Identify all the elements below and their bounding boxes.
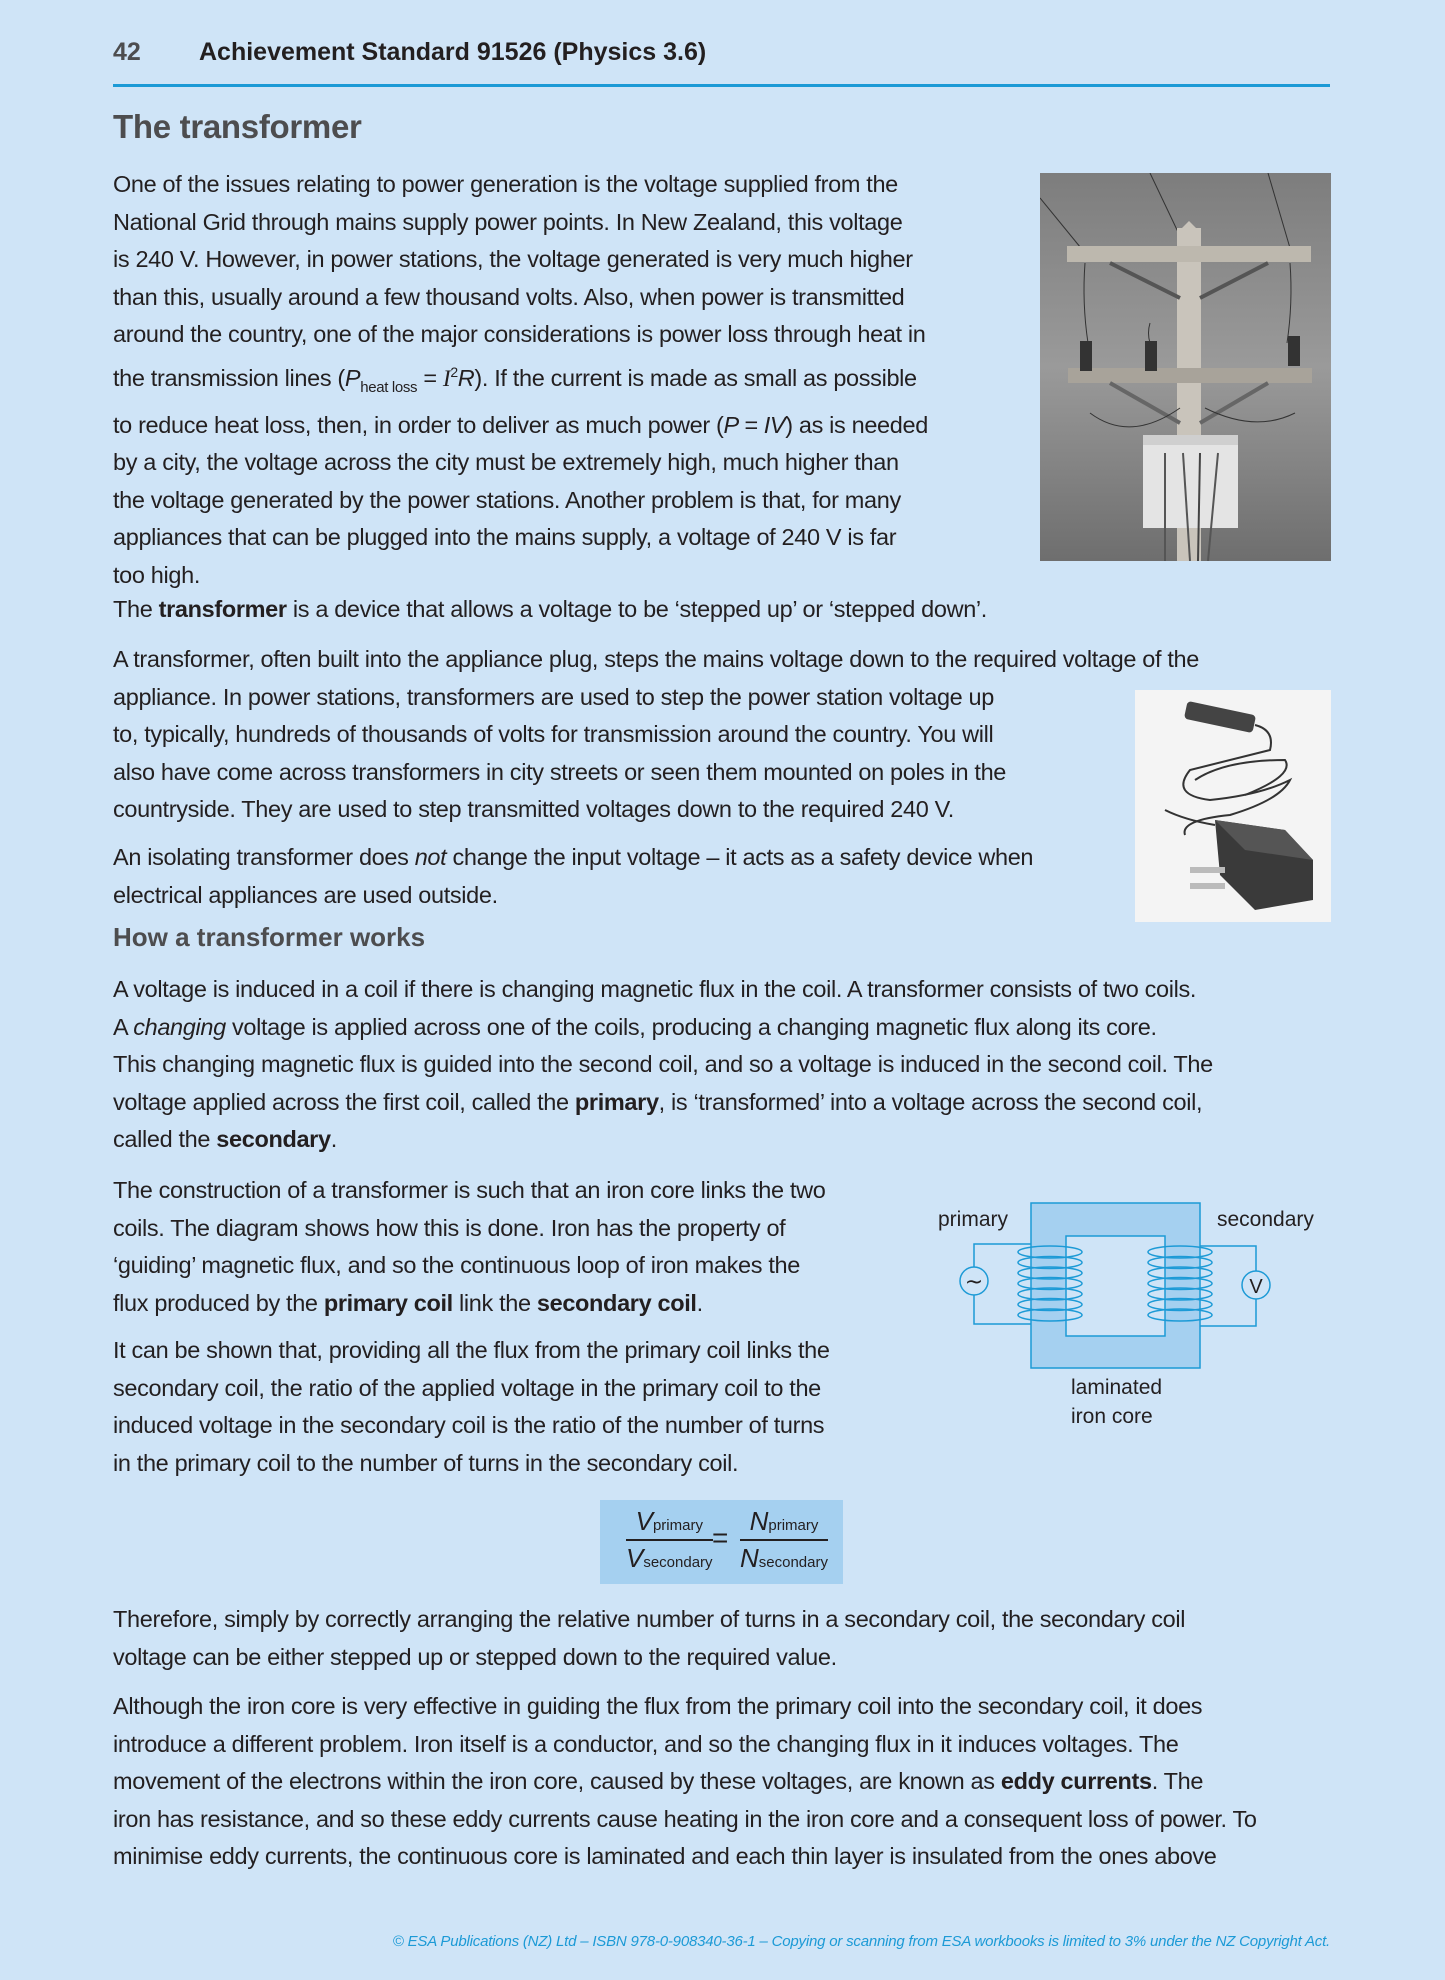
text-line [113,1121,1213,1159]
text-line: by a city, the voltage across the city must be extremely high, much higher than [113,449,899,476]
text-line: is 240 V. However, in power stations, the voltage generated is very much higher [113,246,913,273]
text-line: iron has resistance, and so these eddy currents cause heating in the iron core and a consequent loss of power. To [113,1805,1257,1832]
symbol: V [635,1506,653,1536]
subscript: heat loss [360,378,418,396]
text: to reduce heat loss, then, in order to deliver as much power ( [113,411,724,438]
denominator [626,1543,713,1574]
formula-symbol: R [457,364,475,391]
text: ). If the current is made as small as possible [474,364,917,391]
emphasis: not [414,844,447,870]
intro-paragraph [113,166,993,595]
voltmeter-symbol: V [1249,1276,1263,1298]
text-line: One of the issues relating to power generation is the voltage supplied from the [113,171,898,197]
denominator [740,1543,828,1574]
subscript: secondary [643,1554,713,1571]
transformer-diagram [930,1180,1330,1440]
transformer-circuit [930,1180,1330,1375]
works-paragraph [113,971,1213,1159]
transformer-definition [113,591,987,629]
turns-ratio-formula [600,1500,843,1584]
symbol: N [740,1543,759,1573]
text-line: in the primary coil to the number of turns in the secondary coil. [113,1449,739,1476]
therefore-paragraph [113,1601,1185,1676]
text: . [696,1289,703,1316]
formula-symbol: I [442,365,451,392]
section-title: The transformer [113,108,362,145]
key-term: primary [574,1088,659,1115]
text-line: than this, usually around a few thousand volts. Also, when power is transmitted [113,283,905,310]
fraction-bar [626,1539,713,1541]
text-line: coils. The diagram shows how this is done. Iron has the property of [113,1214,786,1241]
text-line: electrical appliances are used outside. [113,881,498,908]
text: voltage applied across the first coil, called the [113,1088,575,1115]
text: An isolating transformer does [113,844,415,870]
core-label-line2: iron core [1071,1405,1153,1428]
text-line: appliance. In power stations, transformers are used to step the power station voltage up [113,683,994,710]
text-line: too high. [113,561,201,588]
power-pole-photo [1040,173,1331,561]
emphasis: changing [133,1013,226,1040]
text-line: secondary coil, the ratio of the applied voltage in the primary coil to the [113,1374,821,1401]
voltage-fraction [626,1506,713,1574]
text-line: National Grid through mains supply power points. In New Zealand, this voltage [113,208,903,235]
key-term: secondary coil [536,1289,697,1316]
symbol: N [749,1506,769,1536]
fraction-bar [740,1539,828,1541]
ratio-paragraph [113,1332,830,1482]
text-line: induced voltage in the secondary coil is the ratio of the number of turns [113,1412,825,1439]
text-line: also have come across transformers in city streets or seen them mounted on poles in the [113,758,1007,785]
text-line: appliances that can be plugged into the mains supply, a voltage of 240 V is far [113,524,897,551]
text-line: ‘guiding’ magnetic flux, and so the continuous loop of iron makes the [113,1252,800,1279]
text-line [113,1009,1213,1047]
text: ) as is needed [785,411,928,438]
text-line: A voltage is induced in a coil if there is changing magnetic flux in the coil. A transformer consists of two coils. [113,976,1197,1002]
symbol: V [626,1543,644,1573]
text: voltage is applied across one of the coils, producing a changing magnetic flux along its core. [225,1013,1157,1040]
text-line: It can be shown that, providing all the flux from the primary coil links the [113,1337,830,1363]
turns-fraction [740,1506,828,1574]
subscript: primary [768,1517,819,1534]
text-line: minimise eddy currents, the continuous core is laminated and each thin layer is insulated from the ones above [113,1843,1217,1870]
text: link the [452,1289,537,1316]
text: called the [113,1126,217,1153]
core-label-line1: laminated [1071,1376,1163,1399]
key-term: secondary [216,1126,331,1153]
formula-symbol: P [344,364,361,391]
standard-title: Achievement Standard 91526 (Physics 3.6) [199,38,707,66]
text-line: to, typically, hundreds of thousands of volts for transmission around the country. You will [113,721,994,748]
text: movement of the electrons within the iron core, caused by these voltages, are known as [113,1768,1001,1795]
ac-source-symbol: ~ [964,1270,984,1295]
text-line: introduce a different problem. Iron itself is a conductor, and so the changing flux in it induces voltages. The [113,1730,1179,1757]
key-term: eddy currents [1000,1768,1152,1795]
page-header [113,30,1330,87]
text-line: A transformer, often built into the appliance plug, steps the mains voltage down to the required voltage of the [113,646,1199,672]
secondary-label: secondary [1217,1208,1314,1231]
text-line [113,1285,825,1323]
isolating-paragraph [113,839,1033,914]
text-line [113,1084,1213,1122]
text-line: The construction of a transformer is such that an iron core links the two [113,1177,826,1203]
text: flux produced by the [113,1289,324,1316]
text: change the input voltage – it acts as a safety device when [446,844,1034,870]
text-line: voltage can be either stepped up or stepped down to the required value. [113,1643,837,1670]
text-line: Although the iron core is very effective in guiding the flux from the primary coil into the secondary coil, it does [113,1693,1203,1719]
subscript: primary [652,1517,703,1534]
equals: = [417,364,443,391]
copyright-footer: © ESA Publications (NZ) Ltd – ISBN 978-0-908340-36-1 – Copying or scanning from ESA workbooks is limited to 3% under the NZ Copyright Act. [392,1933,1330,1950]
plug-paragraph [113,641,1199,829]
construction-paragraph [113,1172,825,1322]
text-line: This changing magnetic flux is guided into the second coil, and so a voltage is induced in the second coil. The [113,1051,1213,1078]
primary-label: primary [938,1208,1009,1231]
power-formula: P = IV [723,411,786,438]
text-line [113,407,993,445]
page-number: 42 [113,38,141,66]
equals-sign: = [712,1522,729,1553]
charger-photo [1135,690,1331,922]
text-line [113,354,993,407]
text: the transmission lines ( [113,364,345,391]
text-line: countryside. They are used to step transmitted voltages down to the required 240 V. [113,796,954,823]
text: A [113,1013,134,1040]
text: . The [1151,1768,1204,1795]
text-line: Therefore, simply by correctly arranging the relative number of turns in a secondary coil, the secondary coil [113,1606,1186,1632]
subscript: secondary [758,1554,828,1571]
text-line: the voltage generated by the power stations. Another problem is that, for many [113,486,901,513]
eddy-currents-paragraph [113,1688,1257,1876]
text-line: around the country, one of the major considerations is power loss through heat in [113,321,926,348]
subheading: How a transformer works [113,922,426,952]
numerator [626,1506,713,1537]
key-term: primary coil [323,1289,453,1316]
text-line [113,839,1033,877]
text: The [113,596,159,622]
text: . [330,1126,337,1153]
numerator [740,1506,828,1537]
text: , is ‘transformed’ into a voltage across the second coil, [658,1088,1203,1115]
key-term: transformer [158,596,287,622]
text: is a device that allows a voltage to be ‘stepped up’ or ‘stepped down’. [286,596,987,622]
superscript: 2 [450,363,458,380]
text-line [113,1763,1257,1801]
